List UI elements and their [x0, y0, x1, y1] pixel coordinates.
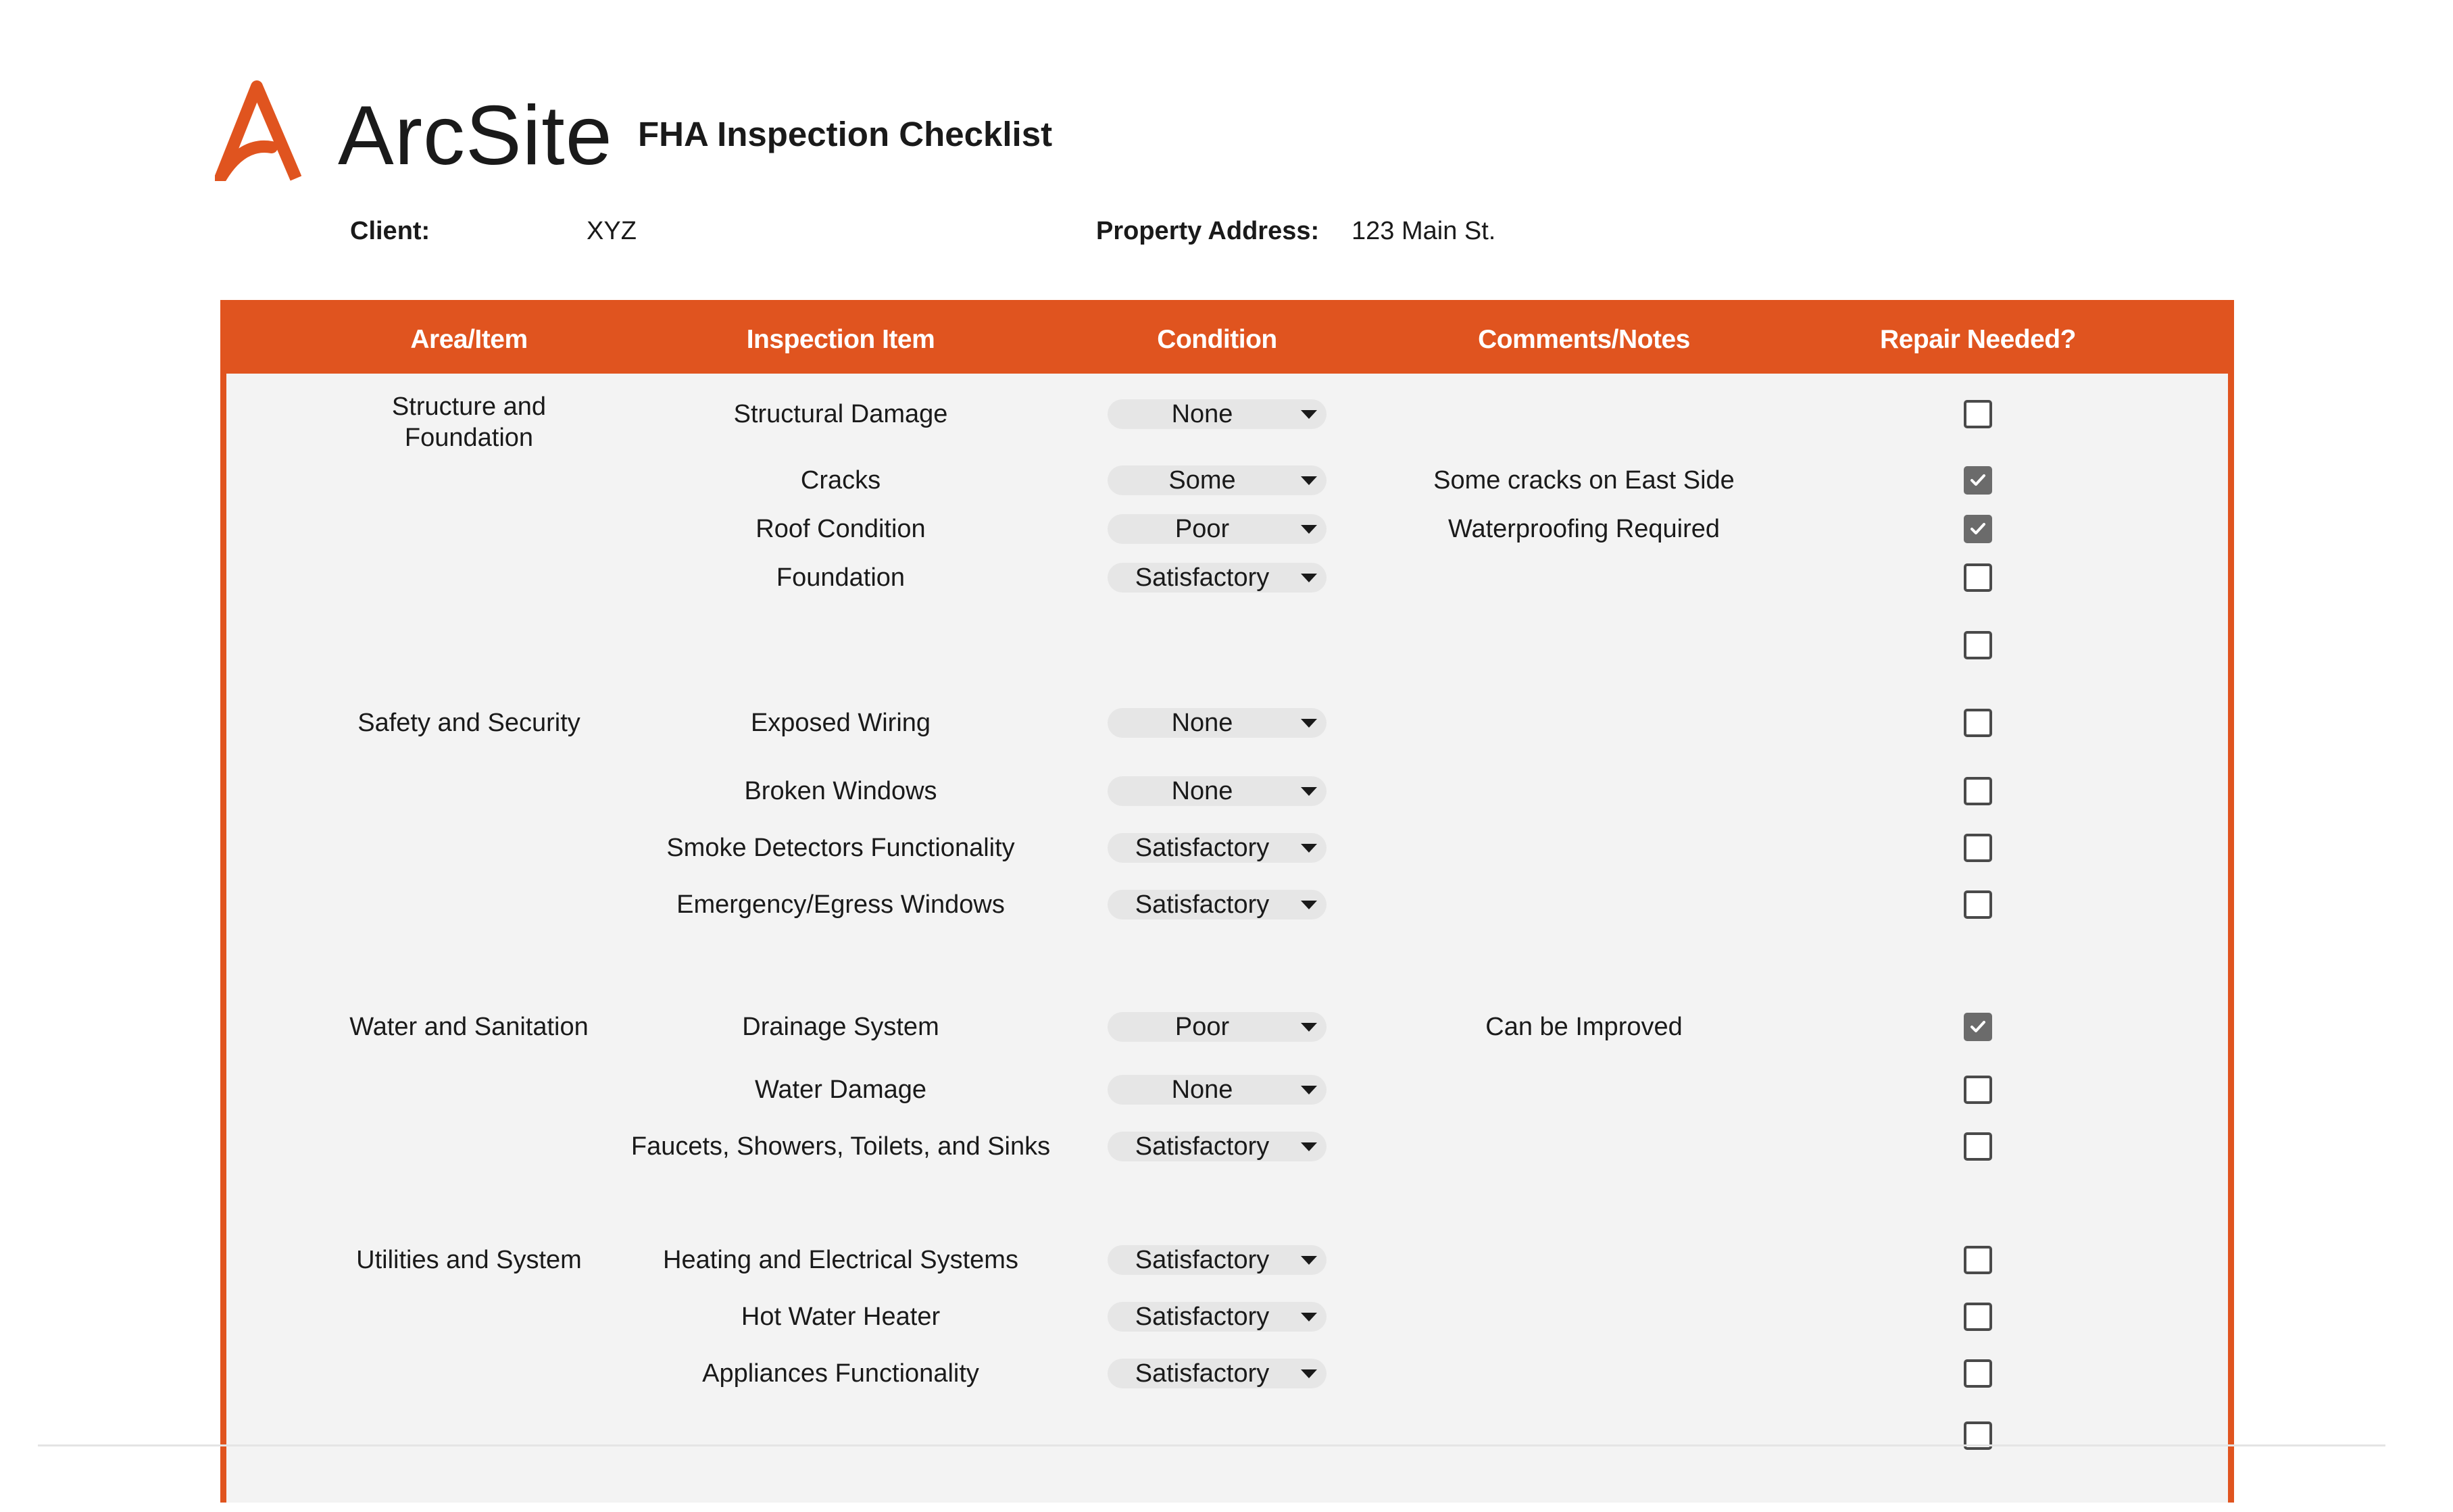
inspection-item-label: Exposed Wiring: [750, 709, 931, 737]
property-address-value: 123 Main St.: [1352, 217, 1496, 245]
comment-text: Waterproofing Required: [1447, 515, 1720, 543]
inspection-item-label: Broken Windows: [744, 777, 937, 805]
column-header-comments: Comments/Notes: [1478, 325, 1690, 354]
property-address-label: Property Address:: [1096, 217, 1320, 245]
repair-checkbox[interactable]: [1964, 1076, 1992, 1104]
caret-down-icon: [1301, 1256, 1317, 1265]
caret-down-icon: [1301, 574, 1317, 582]
area-label: Utilities and System: [356, 1246, 582, 1274]
inspection-item-label: Emergency/Egress Windows: [676, 890, 1005, 919]
area-label: Structure and Foundation: [391, 393, 547, 452]
comment-text: Some cracks on East Side: [1433, 466, 1735, 495]
condition-select[interactable]: [1108, 1012, 1327, 1042]
client-value: XYZ: [587, 217, 637, 245]
inspection-item-label: Smoke Detectors Functionality: [666, 834, 1015, 862]
column-header-repair-needed: Repair Needed?: [1880, 325, 2076, 354]
condition-select[interactable]: [1108, 1075, 1327, 1105]
column-header-inspection-item: Inspection Item: [746, 325, 935, 354]
repair-checkbox[interactable]: [1964, 1303, 1992, 1331]
condition-value: Satisfactory: [1135, 1359, 1270, 1388]
condition-select[interactable]: [1108, 1302, 1327, 1332]
condition-value: Satisfactory: [1135, 1246, 1270, 1274]
condition-select[interactable]: [1108, 890, 1327, 919]
condition-select[interactable]: [1108, 514, 1327, 544]
condition-value: Satisfactory: [1135, 563, 1270, 592]
condition-select[interactable]: [1108, 1132, 1327, 1161]
caret-down-icon: [1301, 844, 1317, 853]
repair-checkbox[interactable]: [1964, 400, 1992, 428]
condition-value: None: [1171, 1076, 1233, 1104]
arcsite-logo-icon: [215, 80, 301, 181]
brand-name: ArcSite: [338, 89, 613, 182]
repair-checkbox[interactable]: [1964, 834, 1992, 862]
condition-select[interactable]: [1108, 399, 1327, 429]
condition-value: Poor: [1174, 1013, 1230, 1041]
inspection-item-label: Structural Damage: [733, 400, 948, 428]
condition-value: Some: [1168, 466, 1236, 495]
caret-down-icon: [1301, 787, 1317, 796]
repair-checkbox[interactable]: [1964, 709, 1992, 737]
condition-select[interactable]: [1108, 776, 1327, 806]
repair-checkbox[interactable]: [1964, 1246, 1992, 1274]
column-header-condition: Condition: [1157, 325, 1277, 354]
caret-down-icon: [1301, 1142, 1317, 1151]
repair-checkbox[interactable]: [1964, 466, 1992, 495]
repair-checkbox[interactable]: [1964, 515, 1992, 543]
page-title: FHA Inspection Checklist: [638, 115, 1053, 153]
condition-value: None: [1171, 400, 1233, 428]
condition-select[interactable]: [1108, 1245, 1327, 1275]
repair-checkbox[interactable]: [1964, 1013, 1992, 1041]
area-label: Safety and Security: [357, 709, 580, 737]
inspection-item-label: Roof Condition: [755, 515, 926, 543]
comment-text: Can be Improved: [1485, 1013, 1683, 1041]
condition-value: None: [1171, 777, 1233, 805]
condition-value: Satisfactory: [1135, 1303, 1270, 1331]
inspection-item-label: Appliances Functionality: [702, 1359, 979, 1388]
condition-select[interactable]: [1108, 708, 1327, 738]
repair-checkbox[interactable]: [1964, 1132, 1992, 1161]
repair-checkbox[interactable]: [1964, 1359, 1992, 1388]
inspection-item-label: Heating and Electrical Systems: [663, 1246, 1018, 1274]
condition-select[interactable]: [1108, 465, 1327, 495]
condition-value: Satisfactory: [1135, 890, 1270, 919]
inspection-item-label: Foundation: [776, 563, 906, 592]
repair-checkbox[interactable]: [1964, 563, 1992, 592]
caret-down-icon: [1301, 1369, 1317, 1378]
caret-down-icon: [1301, 719, 1317, 728]
caret-down-icon: [1301, 476, 1317, 485]
inspection-table: [220, 300, 2234, 1503]
inspection-item-label: Cracks: [800, 466, 881, 495]
caret-down-icon: [1301, 901, 1317, 909]
caret-down-icon: [1301, 525, 1317, 534]
repair-checkbox[interactable]: [1964, 631, 1992, 659]
condition-value: Satisfactory: [1135, 834, 1270, 862]
area-label: Water and Sanitation: [349, 1013, 589, 1041]
inspection-item-label: Faucets, Showers, Toilets, and Sinks: [630, 1132, 1051, 1161]
caret-down-icon: [1301, 1023, 1317, 1032]
condition-select[interactable]: [1108, 563, 1327, 593]
repair-checkbox[interactable]: [1964, 777, 1992, 805]
caret-down-icon: [1301, 1086, 1317, 1094]
client-label: Client:: [350, 217, 430, 245]
repair-checkbox[interactable]: [1964, 890, 1992, 919]
condition-select[interactable]: [1108, 833, 1327, 863]
caret-down-icon: [1301, 1313, 1317, 1321]
inspection-item-label: Hot Water Heater: [741, 1303, 941, 1331]
page-divider: [38, 1444, 2385, 1446]
condition-value: None: [1171, 709, 1233, 737]
caret-down-icon: [1301, 410, 1317, 419]
column-header-area: Area/Item: [410, 325, 528, 354]
condition-value: Poor: [1174, 515, 1230, 543]
condition-select[interactable]: [1108, 1359, 1327, 1388]
inspection-item-label: Water Damage: [754, 1076, 927, 1104]
table-header: [226, 306, 2228, 374]
condition-value: Satisfactory: [1135, 1132, 1270, 1161]
inspection-item-label: Drainage System: [742, 1013, 939, 1041]
